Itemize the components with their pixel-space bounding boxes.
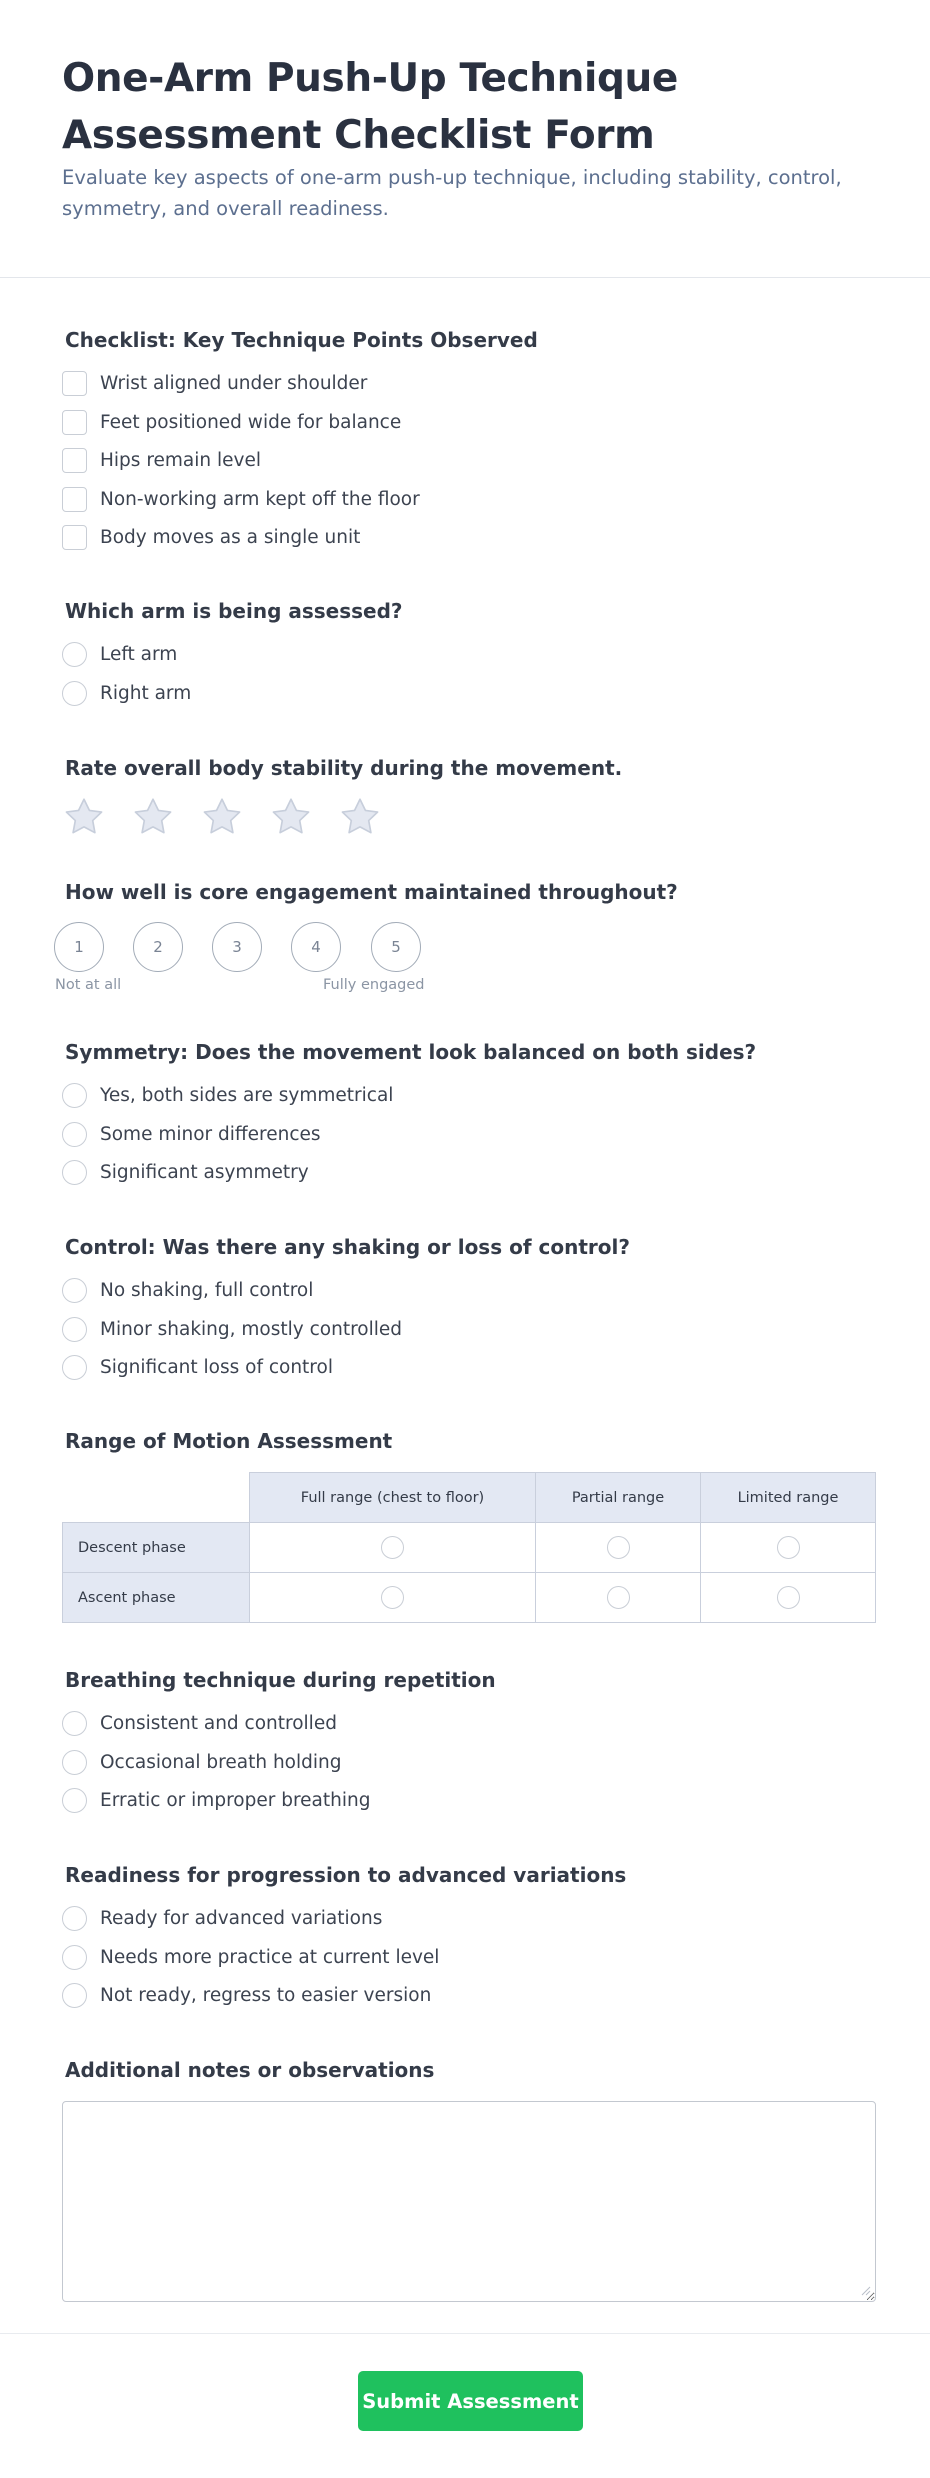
checklist-label: Checklist: Key Technique Points Observed [65, 328, 538, 352]
checkbox-label: Non-working arm kept off the floor [100, 488, 420, 510]
range-matrix [62, 1472, 876, 1624]
radio-option[interactable] [62, 1710, 337, 1736]
scale-option-1[interactable]: 1 [54, 922, 104, 972]
star-icon[interactable] [269, 795, 313, 839]
matrix-column-header: Limited range [700, 1472, 876, 1523]
radio-button[interactable] [62, 1983, 87, 2008]
form-header [0, 0, 930, 278]
radio-button[interactable] [62, 1278, 87, 1303]
form-description: Evaluate key aspects of one-arm push-up technique, including stability, control, symmetry, and overall readiness. [62, 166, 842, 220]
radio-option[interactable] [62, 1944, 439, 1970]
matrix-cell[interactable] [535, 1522, 701, 1573]
radio-option[interactable] [62, 1159, 309, 1185]
star-icon[interactable] [62, 795, 106, 839]
control-question-label: Control: Was there any shaking or loss of control? [65, 1235, 630, 1259]
checkbox[interactable] [62, 448, 87, 473]
notes-textarea[interactable] [62, 2101, 876, 2302]
radio-label: Yes, both sides are symmetrical [100, 1084, 394, 1106]
radio-option[interactable] [62, 1982, 431, 2008]
star-icon[interactable] [200, 795, 244, 839]
notes-label: Additional notes or observations [65, 2058, 435, 2082]
radio-button[interactable] [777, 1536, 800, 1559]
radio-option[interactable] [62, 1121, 321, 1147]
readiness-question-label: Readiness for progression to advanced variations [65, 1863, 627, 1887]
matrix-column-header: Partial range [535, 1472, 701, 1523]
radio-button[interactable] [62, 1788, 87, 1813]
star-icon[interactable] [131, 795, 175, 839]
radio-button[interactable] [381, 1536, 404, 1559]
scale-option-3[interactable]: 3 [212, 922, 262, 972]
radio-label: Erratic or improper breathing [100, 1789, 371, 1811]
breathing-question-label: Breathing technique during repetition [65, 1668, 496, 1692]
radio-option[interactable] [62, 1354, 333, 1380]
radio-option[interactable] [62, 1905, 382, 1931]
radio-button[interactable] [607, 1586, 630, 1609]
checkbox[interactable] [62, 410, 87, 435]
radio-button[interactable] [62, 681, 87, 706]
radio-button[interactable] [62, 1711, 87, 1736]
radio-label: Significant loss of control [100, 1356, 333, 1378]
radio-label: Ready for advanced variations [100, 1907, 383, 1929]
checkbox-label: Body moves as a single unit [100, 526, 361, 548]
checkbox-label: Feet positioned wide for balance [100, 411, 402, 433]
scale-max-label: Fully engaged [323, 977, 425, 993]
checkbox-label: Wrist aligned under shoulder [100, 372, 368, 394]
radio-button[interactable] [62, 1750, 87, 1775]
star-icon[interactable] [338, 795, 382, 839]
checkbox[interactable] [62, 525, 87, 550]
footer-divider [0, 2333, 930, 2334]
radio-button[interactable] [62, 1317, 87, 1342]
radio-option[interactable] [62, 1749, 341, 1775]
matrix-row-label: Descent phase [62, 1522, 250, 1573]
matrix-cell[interactable] [249, 1522, 536, 1573]
matrix-cell[interactable] [249, 1572, 536, 1623]
matrix-cell[interactable] [700, 1522, 876, 1573]
radio-button[interactable] [381, 1586, 404, 1609]
radio-button[interactable] [62, 642, 87, 667]
checkbox-option[interactable] [62, 524, 360, 550]
form-title: One-Arm Push-Up Technique Assessment Checklist Form [62, 56, 678, 158]
arm-question-label: Which arm is being assessed? [65, 599, 403, 623]
radio-label: Consistent and controlled [100, 1712, 337, 1734]
radio-button[interactable] [62, 1355, 87, 1380]
scale-min-label: Not at all [55, 977, 122, 993]
core-question-label: How well is core engagement maintained throughout? [65, 880, 678, 904]
matrix-column-header: Full range (chest to floor) [249, 1472, 536, 1523]
radio-button[interactable] [607, 1536, 630, 1559]
scale-option-4[interactable]: 4 [291, 922, 341, 972]
checkbox-option[interactable] [62, 370, 367, 396]
matrix-row-label: Ascent phase [62, 1572, 250, 1623]
submit-button[interactable]: Submit Assessment [358, 2371, 583, 2431]
checkbox-option[interactable] [62, 486, 420, 512]
checkbox[interactable] [62, 371, 87, 396]
range-question-label: Range of Motion Assessment [65, 1429, 393, 1453]
radio-label: Left arm [100, 643, 178, 665]
radio-button[interactable] [777, 1586, 800, 1609]
radio-button[interactable] [62, 1083, 87, 1108]
checkbox-label: Hips remain level [100, 449, 261, 471]
scale-option-5[interactable]: 5 [371, 922, 421, 972]
radio-label: Occasional breath holding [100, 1751, 342, 1773]
scale-option-2[interactable]: 2 [133, 922, 183, 972]
radio-label: Right arm [100, 682, 192, 704]
radio-option[interactable] [62, 1277, 313, 1303]
matrix-cell[interactable] [700, 1572, 876, 1623]
radio-option[interactable] [62, 1787, 370, 1813]
radio-button[interactable] [62, 1906, 87, 1931]
radio-label: Needs more practice at current level [100, 1946, 440, 1968]
star-rating [62, 795, 407, 839]
radio-label: Minor shaking, mostly controlled [100, 1318, 403, 1340]
radio-label: No shaking, full control [100, 1279, 314, 1301]
radio-label: Not ready, regress to easier version [100, 1984, 432, 2006]
radio-option[interactable] [62, 641, 177, 667]
radio-option[interactable] [62, 680, 191, 706]
checkbox-option[interactable] [62, 447, 261, 473]
radio-label: Significant asymmetry [100, 1161, 309, 1183]
radio-option[interactable] [62, 1316, 402, 1342]
symmetry-question-label: Symmetry: Does the movement look balanced on both sides? [65, 1040, 757, 1064]
checkbox-option[interactable] [62, 409, 401, 435]
resize-grip-icon[interactable] [859, 2284, 871, 2296]
radio-option[interactable] [62, 1082, 393, 1108]
stability-question-label: Rate overall body stability during the movement. [65, 756, 623, 780]
radio-button[interactable] [62, 1945, 87, 1970]
matrix-cell[interactable] [535, 1572, 701, 1623]
checkbox[interactable] [62, 487, 87, 512]
radio-label: Some minor differences [100, 1123, 321, 1145]
radio-button[interactable] [62, 1160, 87, 1185]
radio-button[interactable] [62, 1122, 87, 1147]
